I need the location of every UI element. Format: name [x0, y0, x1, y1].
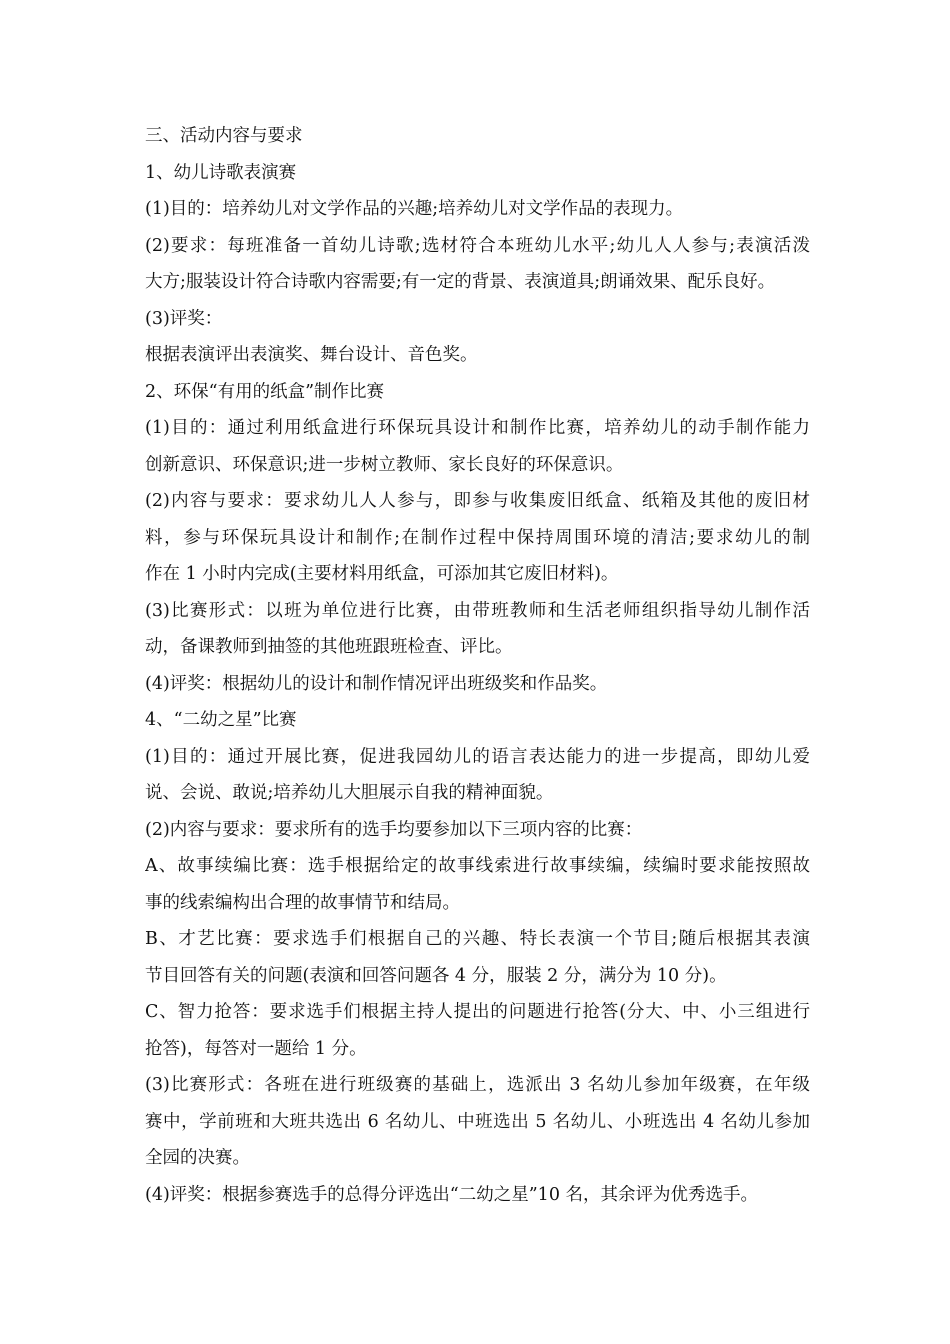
paragraph-line: (4)评奖：根据参赛选手的总得分评选出“二幼之星”10 名，其余评为优秀选手。	[145, 1184, 759, 1205]
paragraph-line: (4)评奖：根据幼儿的设计和制作情况评出班级奖和作品奖。	[145, 673, 608, 694]
paragraph-line: A、故事续编比赛：选手根据给定的故事线索进行故事续编，续编时要求能按照故	[145, 856, 810, 876]
document-body	[145, 118, 810, 1213]
paragraph-line: 大方;服装设计符合诗歌内容需要;有一定的背景、表演道具;朗诵效果、配乐良好。	[145, 272, 776, 292]
paragraph-line: 根据表演评出表演奖、舞台设计、音色奖。	[145, 345, 478, 365]
paragraph-line: 赛中，学前班和大班共选出 6 名幼儿、中班选出 5 名幼儿、小班选出 4 名幼儿参加	[145, 1111, 810, 1132]
subsection-heading: 2、环保“有用的纸盒”制作比赛	[145, 381, 385, 402]
paragraph-line: 说、会说、敢说;培养幼儿大胆展示自我的精神面貌。	[145, 783, 554, 803]
paragraph-line: 全园的决赛。	[145, 1148, 250, 1168]
paragraph-line: 节目回答有关的问题(表演和回答问题各 4 分，服装 2 分，满分为 10 分)。	[145, 965, 727, 986]
paragraph-line: 事的线索编构出合理的故事情节和结局。	[145, 892, 460, 913]
paragraph-line: (3)比赛形式：以班为单位进行比赛，由带班教师和生活老师组织指导幼儿制作活	[145, 600, 810, 621]
paragraph-line: B、才艺比赛：要求选手们根据自己的兴趣、特长表演一个节目;随后根据其表演	[145, 929, 810, 949]
paragraph-line: (2)内容与要求：要求幼儿人人参与，即参与收集废旧纸盒、纸箱及其他的废旧材	[145, 491, 810, 511]
paragraph-line: (3)比赛形式：各班在进行班级赛的基础上，选派出 3 名幼儿参加年级赛，在年级	[145, 1075, 810, 1095]
paragraph-line: C、智力抢答：要求选手们根据主持人提出的问题进行抢答(分大、中、小三组进行	[145, 1002, 810, 1022]
paragraph-line: 创新意识、环保意识;进一步树立教师、家长良好的环保意识。	[145, 454, 624, 475]
section-heading: 三、活动内容与要求	[145, 126, 303, 146]
subsection-heading: 1、幼儿诗歌表演赛	[145, 162, 297, 183]
paragraph-line: (3)评奖：	[145, 308, 223, 329]
paragraph-line: 动，备课教师到抽签的其他班跟班检查、评比。	[145, 637, 513, 657]
paragraph-line: 抢答)，每答对一题给 1 分。	[145, 1038, 367, 1059]
paragraph-line: (2)内容与要求：要求所有的选手均要参加以下三项内容的比赛：	[145, 819, 643, 840]
paragraph-line: (2)要求：每班准备一首幼儿诗歌;选材符合本班幼儿水平;幼儿人人参与;表演活泼	[145, 235, 810, 256]
paragraph-line: (1)目的：培养幼儿对文学作品的兴趣;培养幼儿对文学作品的表现力。	[145, 199, 684, 219]
paragraph-line: 料，参与环保玩具设计和制作;在制作过程中保持周围环境的清洁;要求幼儿的制	[145, 527, 810, 548]
paragraph-line: (1)目的：通过开展比赛，促进我园幼儿的语言表达能力的进一步提高，即幼儿爱	[145, 746, 810, 767]
paragraph-line: 作在 1 小时内完成(主要材料用纸盒，可添加其它废旧材料)。	[145, 564, 619, 584]
subsection-heading: 4、“二幼之星”比赛	[145, 710, 297, 730]
paragraph-line: (1)目的：通过利用纸盒进行环保玩具设计和制作比赛，培养幼儿的动手制作能力	[145, 418, 810, 438]
